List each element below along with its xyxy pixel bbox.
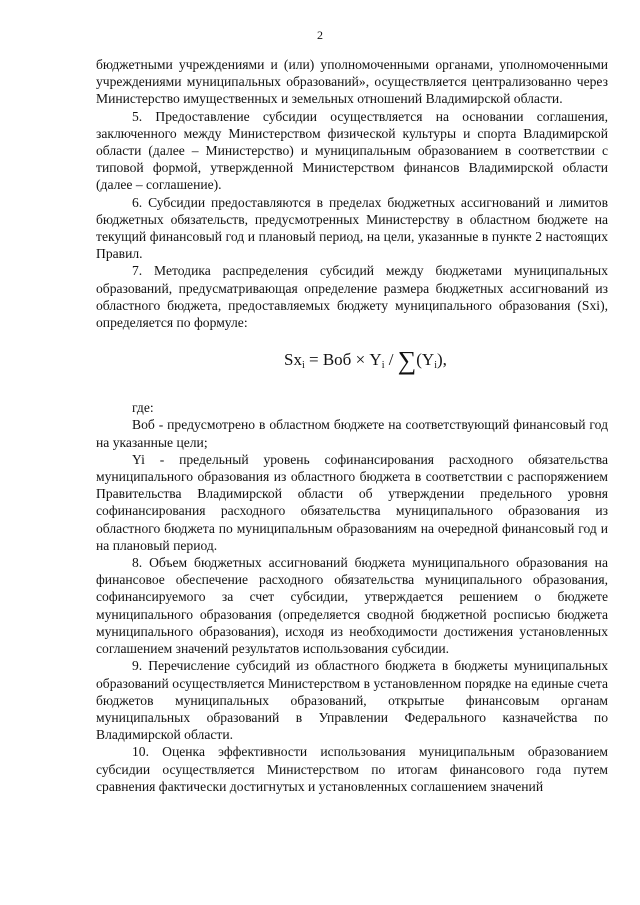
paragraph-8: 8. Объем бюджетных ассигнований бюджета муниципального образования на финансовое обеспечение расходного обязательства муниципального образования, софинансируемого за счет субсидии, утверждается решением о бюджете муниципального образования (определяется сводной бюджетной росписью бюджета муниципального образования), исходя из необходимости достижения установленных соглашением значений результатов использования субсидии. xyxy=(96,555,608,657)
document-body xyxy=(96,56,608,795)
formula-y-sub: i xyxy=(381,360,385,372)
paragraph-7: 7. Методика распределения субсидий между бюджетами муниципальных образований, предусматривающая определение размера бюджетных ассигнований из областного бюджета, предоставляемых бюджету муниципального образования (Sxi), определяется по формуле: xyxy=(96,263,608,331)
paragraph-10: 10. Оценка эффективности использования муниципальным образованием субсидии осуществляется Министерством по итогам финансового года путем сравнения фактически достигнутых и установленных соглашением значений xyxy=(96,744,608,794)
formula-paren-open: (Y xyxy=(416,350,435,370)
formula-paren-close: ), xyxy=(437,350,447,370)
paragraph-9: 9. Перечисление субсидий из областного бюджета в бюджеты муниципальных образований осуществляется Министерством в установленном порядке на единые счета бюджетов муниципальных образований, открытые финансовым органам муниципальных образований в Управлении Федерального казначейства по Владимирской области. xyxy=(96,658,608,743)
paragraph-5: 5. Предоставление субсидии осуществляется на основании соглашения, заключенного между Министерством физической культуры и спорта Владимирской области (далее – Министерство) и муниципальным образованием в соответствии с типовой формой, утвержденной Министерством финансов Владимирской области (далее – соглашение). xyxy=(96,108,608,193)
where-label: где: xyxy=(132,400,154,416)
paragraph-6: 6. Субсидии предоставляются в пределах бюджетных ассигнований и лимитов бюджетных обязательств, предусмотренных Министерству в областном бюджете на текущий финансовый год и плановый период, на цели, указанные в пункте 2 настоящих Правил. xyxy=(96,194,608,262)
formula-paren-sub: i xyxy=(434,360,437,372)
page-number: 2 xyxy=(317,28,323,42)
paragraph-continuation: бюджетными учреждениями и (или) уполномоченными органами, уполномоченными учреждениями муниципальных образований», осуществляется централизованно через Министерство имущественных и земельных отношений Владимирской области. xyxy=(96,57,608,107)
formula-eq: = Воб × Y xyxy=(304,350,382,370)
formula xyxy=(96,346,608,377)
formula-lhs: Sx xyxy=(284,350,302,370)
definition-vob: Воб - предусмотрено в областном бюджете на соответствующий финансовый год на указанные цели; xyxy=(96,417,608,450)
formula-lhs-sub: i xyxy=(301,360,305,372)
formula-sigma: ∑ xyxy=(397,346,417,376)
formula-div: / xyxy=(384,350,398,370)
definition-yi: Yi - предельный уровень софинансирования расходного обязательства муниципального образования из областного бюджета в соответствии с распоряжением Правительства Владимирской области об утверждении предельного уровня софинансирования расходного обязательства муниципального образования из областного бюджета по муниципальным образованиям на очередной финансовый год и на плановый период. xyxy=(96,451,608,553)
